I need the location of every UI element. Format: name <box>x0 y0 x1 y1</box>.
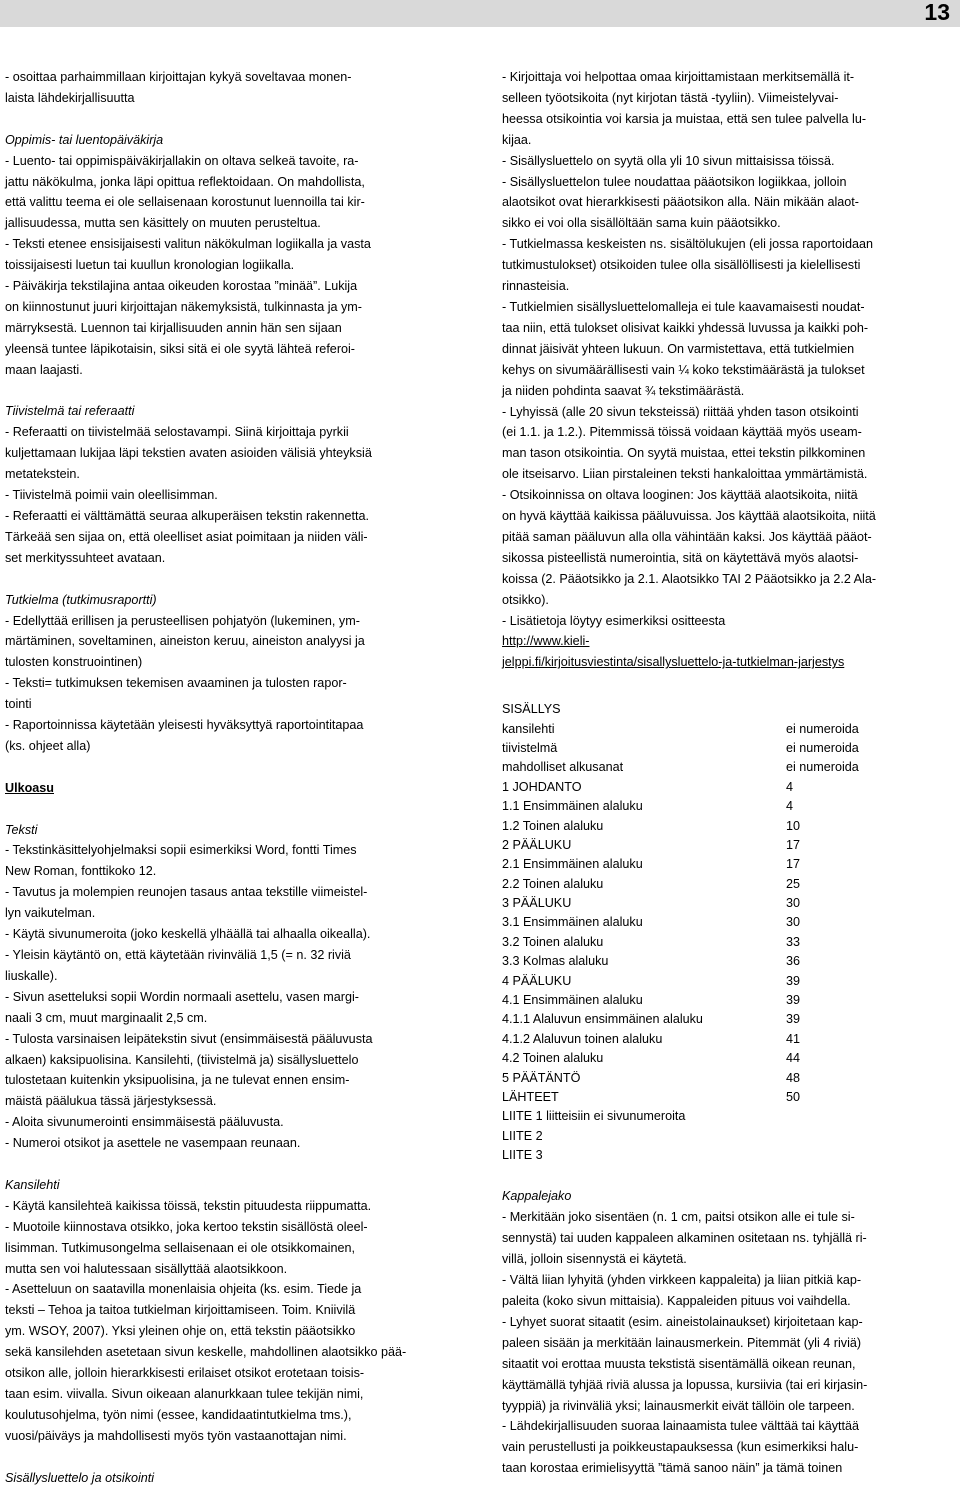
text-line: että valittu teema ei ole sellaisenaan korostunut luennoilla tai kir- <box>5 195 365 210</box>
toc-row-page: 33 <box>786 934 801 949</box>
section-heading-tiivistelma: Tiivistelmä tai referaatti <box>5 404 135 419</box>
toc-row-label: 2.2 Toinen alaluku <box>502 876 604 891</box>
teksti-paragraph <box>5 840 435 1154</box>
section-heading-oppimis: Oppimis- tai luentopäiväkirja <box>5 132 164 147</box>
toc-row-label: 3 PÄÄLUKU <box>502 896 572 911</box>
text-line: paleita (koko sivun mittaisia). Kappaleiden pituus voi vaihdella. <box>502 1293 851 1308</box>
text-line: alaotsikot ovat hierarkkisesti pääotsikon alla. Näin mikään alaot- <box>502 195 860 210</box>
text-line: - Tutkielmien sisällysluettelomalleja ei tule kaavamaisesti noudat- <box>502 299 865 314</box>
text-line: mutta sen voi halutessaan sisällyttää alaotsikkoon. <box>5 1261 288 1276</box>
text-line: - Tutkielmassa keskeisten ns. sisältölukujen (eli jossa raportoidaan <box>502 237 873 252</box>
left-column <box>5 67 435 1489</box>
toc-row-label: tiivistelmä <box>502 740 558 755</box>
text-line: tulosten konstruointinen) <box>5 655 143 670</box>
text-line: lisimman. Tutkimusongelma sellaisenaan ei ole otsikkomainen, <box>5 1240 355 1255</box>
text-line: - Vältä liian lyhyitä (yhden virkkeen kappaleita) ja liian pitkiä kap- <box>502 1273 862 1288</box>
text-line: - Käytä sivunumeroita (joko keskellä ylhäällä tai alhaalla oikealla). <box>5 927 371 942</box>
toc-row-label: 4.2 Toinen alaluku <box>502 1051 604 1066</box>
text-line: - Tavutus ja molempien reunojen tasaus antaa tekstille viimeistel- <box>5 885 368 900</box>
text-line: - Edellyttää erillisen ja perusteellisen pohjatyön (lukeminen, ym- <box>5 613 360 628</box>
toc-row <box>502 797 940 816</box>
section-heading-ulkoasu: Ulkoasu <box>5 780 54 795</box>
toc-row <box>502 933 940 952</box>
text-line: taan korostaa erimielisyyttä ”tämä sanoo näin” ja tämä toinen <box>502 1461 843 1476</box>
text-line: yleensä tuntee läpikotaisin, siksi sitä ei ole syytä lähteä referoi- <box>5 341 356 356</box>
text-line: dinnat jäisivät yhteen lukuun. On varmistettava, että tutkielmien <box>502 341 855 356</box>
toc-row-page: 44 <box>786 1051 801 1066</box>
text-line: otsikko). <box>502 592 549 607</box>
toc-row-label: 2 PÄÄLUKU <box>502 837 572 852</box>
text-line: - Yleisin käytäntö on, että käytetään rivinväliä 1,5 (= n. 32 riviä <box>5 947 351 962</box>
toc-row <box>502 817 940 836</box>
toc-tail <box>502 1107 940 1165</box>
text-line: koulutusohjelma, työn nimi (essee, kandidaatintutkielma tms.), <box>5 1407 352 1422</box>
toc-appendix-item: LIITE 1 liitteisiin ei sivunumeroita <box>502 1109 686 1124</box>
toc-row-page: ei numeroida <box>786 760 859 775</box>
text-line: tyyppiä) ja rivinväliä yksi; lainausmerkit eivät tällöin ole tarpeen. <box>502 1398 855 1413</box>
toc-row-label: 4.1.1 Alaluvun ensimmäinen alaluku <box>502 1012 703 1027</box>
text-line: - Aloita sivunumerointi ensimmäisestä pääluvusta. <box>5 1115 284 1130</box>
text-line: jallisuudessa, mutta sen käsittely on muuten perusteltua. <box>5 216 321 231</box>
text-line: - Kirjoittaja voi helpottaa omaa kirjoittamistaan merkitsemällä it- <box>502 70 855 84</box>
text-line: mäistä päälukua tässä järjestyksessä. <box>5 1094 217 1109</box>
page-header-bar <box>0 0 960 27</box>
toc-row-page: 39 <box>786 973 801 988</box>
text-line: vuosi/päiväys ja mahdollisesti myös työn vastaanottajan nimi. <box>5 1428 347 1443</box>
reference-link-part2[interactable]: jelppi.fi/kirjoitusviestinta/sisallysluettelo-ja-tutkielman-jarjestys <box>502 655 845 670</box>
text-line: ole itseisarvo. Liian pirstaleinen teksti hankaloittaa ymmärtämistä. <box>502 467 868 482</box>
toc-row-page: 17 <box>786 837 801 852</box>
toc-row-label: 1.2 Toinen alaluku <box>502 818 604 833</box>
toc-row-label: 1.1 Ensimmäinen alaluku <box>502 799 643 814</box>
toc-row-page: 4 <box>786 799 794 814</box>
text-line: - Tulosta varsinaisen leipätekstin sivut (ensimmäisestä pääluvusta <box>5 1031 373 1046</box>
toc-row-label: kansilehti <box>502 721 555 736</box>
text-line: laista lähdekirjallisuutta <box>5 90 135 105</box>
text-line: ym. WSOY, 2007). Yksi yleinen ohje on, että tekstin pääotsikko <box>5 1324 356 1339</box>
text-line: - Raportoinnissa käytetään yleisesti hyväksyttyä raportointitapaa <box>5 718 364 733</box>
toc-row-page: 50 <box>786 1089 801 1104</box>
reference-link-part1[interactable]: http://www.kieli- <box>502 634 590 649</box>
text-line: naali 3 cm, muut marginaalit 2,5 cm. <box>5 1010 208 1025</box>
toc-row <box>502 1088 940 1107</box>
toc-row-page: ei numeroida <box>786 740 859 755</box>
toc-row <box>502 1069 940 1088</box>
text-line: set merkityssuhteet avataan. <box>5 550 166 565</box>
text-line: sekä kansilehden asetetaan sivun keskelle, mahdollinen alaotsikko pää- <box>5 1345 407 1360</box>
text-line: - Lyhyet suorat sitaatit (esim. aineistolainaukset) kirjoitetaan kap- <box>502 1314 863 1329</box>
text-line: tulostetaan kuitenkin yksipuolisina, ja ne tulevat ennen ensim- <box>5 1073 350 1088</box>
text-line: vain perustellusti ja poikkeustapauksessa (kun esimerkiksi halu- <box>502 1440 859 1455</box>
text-line: - Sivun asetteluksi sopii Wordin normaali asettelu, vasen margi- <box>5 989 359 1004</box>
toc-row <box>502 758 940 777</box>
toc-row-page: 10 <box>786 818 801 833</box>
toc-example <box>502 700 940 1165</box>
text-line: sikko ei voi olla sisällöltään sama kuin pääotsikko. <box>502 216 781 231</box>
text-line: - Otsikoinnissa on oltava looginen: Jos käyttää alaotsikoita, niitä <box>502 488 858 503</box>
text-line: - Numeroi otsikot ja asettele ne vasempaan reunaan. <box>5 1136 301 1151</box>
toc-row-label: LÄHTEET <box>502 1089 559 1104</box>
subheading-teksti: Teksti <box>5 822 38 837</box>
text-line: - Sisällysluettelon tulee noudattaa pääotsikon logiikkaa, jolloin <box>502 174 847 189</box>
otsikointi-paragraph <box>502 67 940 631</box>
toc-row <box>502 739 940 758</box>
toc-row-label: 2.1 Ensimmäinen alaluku <box>502 857 643 872</box>
text-line: - Asetteluun on saatavilla monenlaisia ohjeita (ks. esim. Tiede ja <box>5 1282 362 1297</box>
text-line: - Tekstinkäsittelyohjelmaksi sopii esimerkiksi Word, fontti Times <box>5 843 357 858</box>
toc-row-label: 5 PÄÄTÄNTÖ <box>502 1070 581 1085</box>
text-line: sikossa pisteellistä numerointia, sitä on käytettävä myös alaotsi- <box>502 550 859 565</box>
text-line: - Muotoile kiinnostava otsikko, joka kertoo tekstin sisällöstä oleel- <box>5 1219 368 1234</box>
text-line: - Merkitään joko sisentäen (n. 1 cm, paitsi otsikon alle ei tule si- <box>502 1210 855 1225</box>
text-line: kijaa. <box>502 132 532 147</box>
toc-row-page: 30 <box>786 896 801 911</box>
intro-paragraph <box>5 67 435 109</box>
toc-row-page: 48 <box>786 1070 801 1085</box>
tiivistelma-paragraph <box>5 422 435 568</box>
text-line: koissa (2. Pääotsikko ja 2.1. Alaotsikko TAI 2 Pääotsikko ja 2.2 Ala- <box>502 571 877 586</box>
text-line: käyttämällä tyhjää riviä alussa ja lopussa, kursiivia (tai eri kirjasin- <box>502 1377 868 1392</box>
toc-appendix-item: LIITE 3 <box>502 1148 543 1163</box>
reference-link-line <box>502 631 940 652</box>
text-line: märtäminen, soveltaminen, aineiston keruu, aineiston analyysi ja <box>5 634 365 649</box>
toc-row <box>502 972 940 991</box>
toc-row-page: 17 <box>786 857 801 872</box>
toc-row-page: 30 <box>786 915 801 930</box>
toc-row-page: 41 <box>786 1031 801 1046</box>
toc-row-label: 4.1 Ensimmäinen alaluku <box>502 993 643 1008</box>
text-line: alkaen) kaksipuolisina. Kansilehti, (tiivistelmä ja) sisällysluettelo <box>5 1052 359 1067</box>
toc-row-label: 4.1.2 Alaluvun toinen alaluku <box>502 1031 663 1046</box>
toc-row <box>502 952 940 971</box>
toc-row <box>502 778 940 797</box>
text-line: - Teksti etenee ensisijaisesti valitun näkökulman logiikalla ja vasta <box>5 237 371 252</box>
toc-row <box>502 1030 940 1049</box>
text-line: sennystä) tai uuden kappaleen alkaminen ositetaan ns. tyhjällä ri- <box>502 1231 867 1246</box>
text-line: - Lyhyissä (alle 20 sivun teksteissä) riittää yhden tason otsikointi <box>502 404 859 419</box>
text-line: tointi <box>5 697 32 712</box>
toc-title: SISÄLLYS <box>502 702 561 717</box>
text-line: - Lähdekirjallisuuden suoraa lainaamista tulee välttää tai käyttää <box>502 1419 860 1434</box>
text-line: sitaatit voi erottaa muusta tekstistä sisentämällä oikean reunan, <box>502 1356 856 1371</box>
subheading-kappalejako: Kappalejako <box>502 1189 572 1204</box>
text-line: selleen työotsikoita (nyt kirjotan tästä -tyyliin). Viimeistelyvai- <box>502 90 839 105</box>
subheading-kansilehti: Kansilehti <box>5 1177 60 1192</box>
text-line: ja niiden pohdinta saavat ¾ tekstimäärästä. <box>502 383 745 398</box>
text-line: - Referaatti ei välttämättä seuraa alkuperäisen tekstin rakennetta. <box>5 509 370 523</box>
toc-row <box>502 1049 940 1068</box>
toc-row <box>502 894 940 913</box>
text-line: metatekstein. <box>5 467 80 482</box>
toc-row-page: 39 <box>786 1012 801 1027</box>
text-line: (ks. ohjeet alla) <box>5 738 91 753</box>
right-column <box>502 67 940 1479</box>
toc-appendix-item: LIITE 2 <box>502 1128 543 1143</box>
toc-row-label: 4 PÄÄLUKU <box>502 973 572 988</box>
toc-row <box>502 875 940 894</box>
toc-row-label: 1 JOHDANTO <box>502 779 582 794</box>
text-line: pitää saman pääluvun alla olla vähintään kaksi. Jos käyttää pääot- <box>502 529 872 544</box>
toc-row-label: 3.2 Toinen alaluku <box>502 934 604 949</box>
text-line: man tason otsikointia. On syytä muistaa, ettei tekstin pilkkominen <box>502 446 866 461</box>
toc-row-page: 36 <box>786 954 801 969</box>
text-line: taa niin, että tulokset olisivat kaikki yhdessä luvussa ja kaikki poh- <box>502 320 869 335</box>
toc-row <box>502 913 940 932</box>
text-line: (ei 1.1. ja 1.2.). Pitemmissä töissä voidaan käyttää myös useam- <box>502 425 862 440</box>
tutkielma-paragraph <box>5 611 435 757</box>
text-line: otsikon alle, jolloin hierarkkisesti erilaiset otsikot erotetaan toisis- <box>5 1366 365 1381</box>
text-line: paleen sisään ja merkitään lainausmerkein. Pitemmät (yli 4 riviä) <box>502 1335 862 1350</box>
text-line: - Sisällysluettelo on syytä olla yli 10 sivun mittaisissa töissä. <box>502 153 835 168</box>
text-line: rinnasteisia. <box>502 279 570 294</box>
toc-row-page: 4 <box>786 779 794 794</box>
toc-row <box>502 720 940 739</box>
toc-row <box>502 991 940 1010</box>
text-line: New Roman, fonttikoko 12. <box>5 864 157 879</box>
toc-row-label: mahdolliset alkusanat <box>502 760 624 775</box>
toc-row <box>502 1010 940 1029</box>
toc-rows <box>502 720 940 1108</box>
text-line: - Luento- tai oppimispäiväkirjallakin on oltava selkeä tavoite, ra- <box>5 153 359 168</box>
text-line: - Tiivistelmä poimii vain oleellisimman. <box>5 488 218 503</box>
text-line: maan laajasti. <box>5 362 83 377</box>
text-line: villä, jolloin sisennystä ei käytetä. <box>502 1252 687 1267</box>
text-line: märryksestä. Luennon tai kirjallisuuden annin hän sen sijaan <box>5 320 342 335</box>
oppimis-paragraph <box>5 151 435 381</box>
section-heading-tutkielma: Tutkielma (tutkimusraportti) <box>5 592 157 607</box>
text-line: heessa otsikointia voi karsia ja muistaa, että sen tulee palvella lu- <box>502 111 867 126</box>
toc-row-page: 25 <box>786 876 801 891</box>
text-line: teksti – Tehoa ja taitoa tutkielman kirjoittamiseen. Toim. Kniivilä <box>5 1303 356 1318</box>
toc-row-label: 3.3 Kolmas alaluku <box>502 954 609 969</box>
text-line: - Referaatti on tiivistelmää selostavampi. Siinä kirjoittaja pyrkii <box>5 425 349 440</box>
text-line: toissijaisesti luetun tai kuullun kronologian logiikalla. <box>5 258 295 273</box>
toc-row-label: 3.1 Ensimmäinen alaluku <box>502 915 643 930</box>
kansilehti-paragraph <box>5 1196 435 1447</box>
text-line: - Teksti= tutkimuksen tekemisen avaaminen ja tulosten rapor- <box>5 676 347 691</box>
toc-row-page: 39 <box>786 993 801 1008</box>
text-line: Tärkeää sen sijaa on, että oleelliset asiat poimitaan ja niiden väli- <box>5 529 368 544</box>
text-line: on kiinnostunut juuri kirjoittajan näkemyksistä, tulkinnasta ja ym- <box>5 299 362 314</box>
toc-row-page: ei numeroida <box>786 721 859 736</box>
text-line: on hyvä käyttää kaikissa pääluvuissa. Jos käyttää alaotsikoita, niitä <box>502 509 876 524</box>
page-number: 13 <box>924 0 950 25</box>
subheading-sisallysluettelo: Sisällysluettelo ja otsikointi <box>5 1470 155 1485</box>
text-line: tutkimustulokset) otsikoiden tulee olla sisällöllisesti ja kielellisesti <box>502 258 861 273</box>
text-line: kuljettamaan lukijaa läpi tekstien avaten asioiden välisiä yhteyksiä <box>5 446 372 461</box>
text-line: - Päiväkirja tekstilajina antaa oikeuden korostaa ”minää”. Lukija <box>5 279 358 294</box>
text-line: - Lisätietoja löytyy esimerkiksi ositteesta <box>502 613 726 628</box>
text-line: taan esim. viivalla. Sivun oikeaan alanurkkaan tulee tekijän nimi, <box>5 1387 364 1401</box>
text-line: lyn vaikutelman. <box>5 906 96 921</box>
toc-row <box>502 836 940 855</box>
toc-row <box>502 855 940 874</box>
text-line: kehys on sivumäärällisesti vain ¼ koko tekstimäärästä ja tulokset <box>502 362 865 377</box>
text-line: jattu näkökulma, jonka läpi opittua reflektoidaan. On mahdollista, <box>5 174 365 189</box>
text-line: liuskalle). <box>5 968 58 983</box>
text-line: - osoittaa parhaimmillaan kirjoittajan kykyä soveltavaa monen- <box>5 70 352 84</box>
kappalejako-paragraph <box>502 1207 940 1479</box>
text-line: - Käytä kansilehteä kaikissa töissä, tekstin pituudesta riippumatta. <box>5 1198 372 1213</box>
